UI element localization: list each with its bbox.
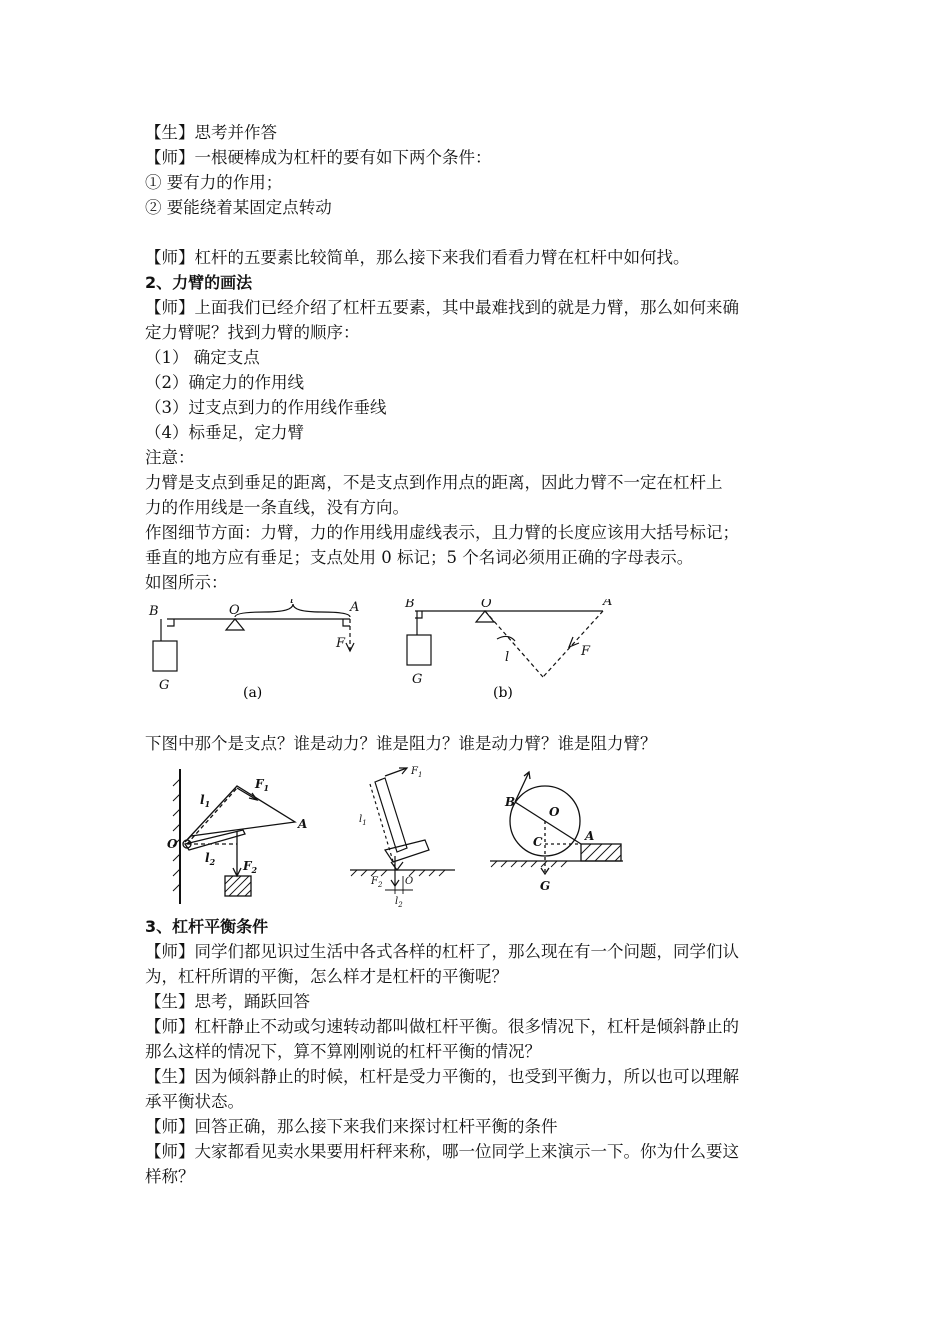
fulcrum-triangle: [226, 619, 244, 630]
document-page: [145, 120, 810, 1189]
label-O: O: [229, 603, 240, 618]
label-A: A: [585, 829, 595, 843]
label-O: O: [549, 805, 560, 819]
fulcrum-triangle: [476, 611, 494, 622]
label-G: G: [412, 672, 423, 687]
panel-2: [350, 768, 455, 894]
label-F1: $F_1$: [255, 777, 270, 793]
label-G: G: [159, 678, 170, 693]
step-item: （1） 确定支点: [145, 348, 260, 367]
text-line: 【生】思考并作答: [145, 123, 277, 142]
lever-examples-figure: [145, 764, 810, 914]
right-angle-mark: [343, 619, 350, 626]
text-line: 那么这样的情况下，算不算刚刚说的杠杆平衡的情况？: [145, 1042, 541, 1061]
wheel-diameter: [515, 802, 581, 844]
label-F1: $F_1$: [411, 766, 423, 779]
applied-force: [515, 772, 529, 802]
text-line: 力的作用线是一条直线，没有方向。: [145, 498, 409, 517]
label-F: F: [581, 644, 591, 659]
text-line: 【师】同学们都见识过生活中各式各样的杠杆了，那么现在有一个问题，同学们认: [145, 942, 739, 961]
force-line: [543, 611, 603, 677]
diagram-a: [153, 604, 354, 671]
text-line: 【生】思考，踊跃回答: [145, 992, 310, 1011]
label-F2: $F_2$: [243, 859, 258, 875]
text-line: ① 要有力的作用；: [145, 173, 283, 192]
right-angle-mark: [167, 619, 174, 626]
text-line: 【师】上面我们已经介绍了杠杆五要素，其中最难找到的就是力臂，那么如何来确: [145, 298, 739, 317]
text-line: 作图细节方面：力臂，力的作用线用虚线表示，且力臂的长度应该用大括号标记；: [145, 523, 739, 542]
label-l: l: [505, 650, 510, 665]
diagram-b: [407, 611, 603, 677]
label-A: A: [298, 817, 308, 831]
label-C: C: [533, 835, 543, 849]
step-item: （2）确定力的作用线: [145, 373, 304, 392]
label-A: A: [603, 599, 613, 609]
label-O: O: [167, 837, 178, 851]
text-line: 垂直的地方应有垂足；支点处用 0 标记；5 个名词必须用正确的字母表示。: [145, 548, 694, 567]
label-l2: $l_2$: [395, 896, 403, 909]
section-heading-3: 3、杠杆平衡条件: [145, 917, 269, 936]
question-line: 下图中那个是支点？谁是动力？谁是阻力？谁是动力臂？谁是阻力臂？: [145, 734, 657, 753]
text-line: 定力臂呢？找到力臂的顺序：: [145, 323, 360, 342]
label-l1: $l_1$: [200, 793, 211, 809]
label-F2: $F_2$: [371, 876, 383, 889]
label-O: O: [481, 599, 492, 611]
text-line: 【师】杠杆静止不动或匀速转动都叫做杠杆平衡。很多情况下，杠杆是倾斜静止的: [145, 1017, 739, 1036]
weight-block: [407, 635, 431, 665]
panel-3: [490, 772, 623, 874]
text-line: 【师】回答正确，那么接下来我们来探讨杠杆平衡的条件: [145, 1117, 558, 1136]
label-A: A: [350, 600, 360, 615]
blank-line: [145, 220, 810, 245]
brace: [497, 636, 515, 641]
label-B: B: [149, 604, 159, 619]
text-line: 【师】杠杆的五要素比较简单，那么接下来我们看看力臂在杠杆中如何找。: [145, 248, 690, 267]
weight-block: [153, 641, 177, 671]
text-line: 如图所示：: [145, 573, 228, 592]
text-line: 为，杠杆所谓的平衡，怎么样才是杠杆的平衡呢？: [145, 967, 508, 986]
text-line: ② 要能绕着某固定点转动: [145, 198, 332, 217]
text-line: 力臂是支点到垂足的距离，不是支点到作用点的距离，因此力臂不一定在杠杆上: [145, 473, 723, 492]
step-item: （4）标垂足，定力臂: [145, 423, 304, 442]
text-line: 承平衡状态。: [145, 1092, 244, 1111]
tool-tip: [391, 862, 403, 870]
lever-examples: [145, 764, 810, 914]
label-l2: $l_2$: [205, 851, 216, 867]
force-f1: [237, 788, 257, 800]
text-line: 【师】大家都看见卖水果要用杆秤来称，哪一位同学上来演示一下。你为什么要这: [145, 1142, 739, 1161]
right-angle-mark: [415, 611, 422, 618]
section-heading-2: 2、力臂的画法: [145, 273, 253, 292]
caption-b: (b): [493, 685, 513, 701]
text-line: 样称？: [145, 1167, 195, 1186]
note-label: 注意：: [145, 448, 195, 467]
lever-arm-diagrams: [145, 599, 810, 729]
label-B: B: [505, 795, 516, 809]
label-B: B: [405, 599, 415, 611]
text-line: 【师】一根硬棒成为杠杆的要有如下两个条件：: [145, 148, 492, 167]
label-F: F: [336, 636, 346, 651]
caption-a: (a): [243, 685, 263, 701]
step-item: （3）过支点到力的作用线作垂线: [145, 398, 387, 417]
panel-1: [173, 769, 295, 904]
text-line: 【生】因为倾斜静止的时候，杠杆是受力平衡的，也受到平衡力，所以也可以理解: [145, 1067, 739, 1086]
label-O: O: [405, 876, 414, 887]
label-l1: $l_1$: [359, 814, 367, 827]
tool-head: [385, 840, 429, 862]
label-l: l: [290, 599, 295, 607]
lever-arm-figure: [145, 599, 810, 729]
label-G: G: [540, 879, 551, 893]
